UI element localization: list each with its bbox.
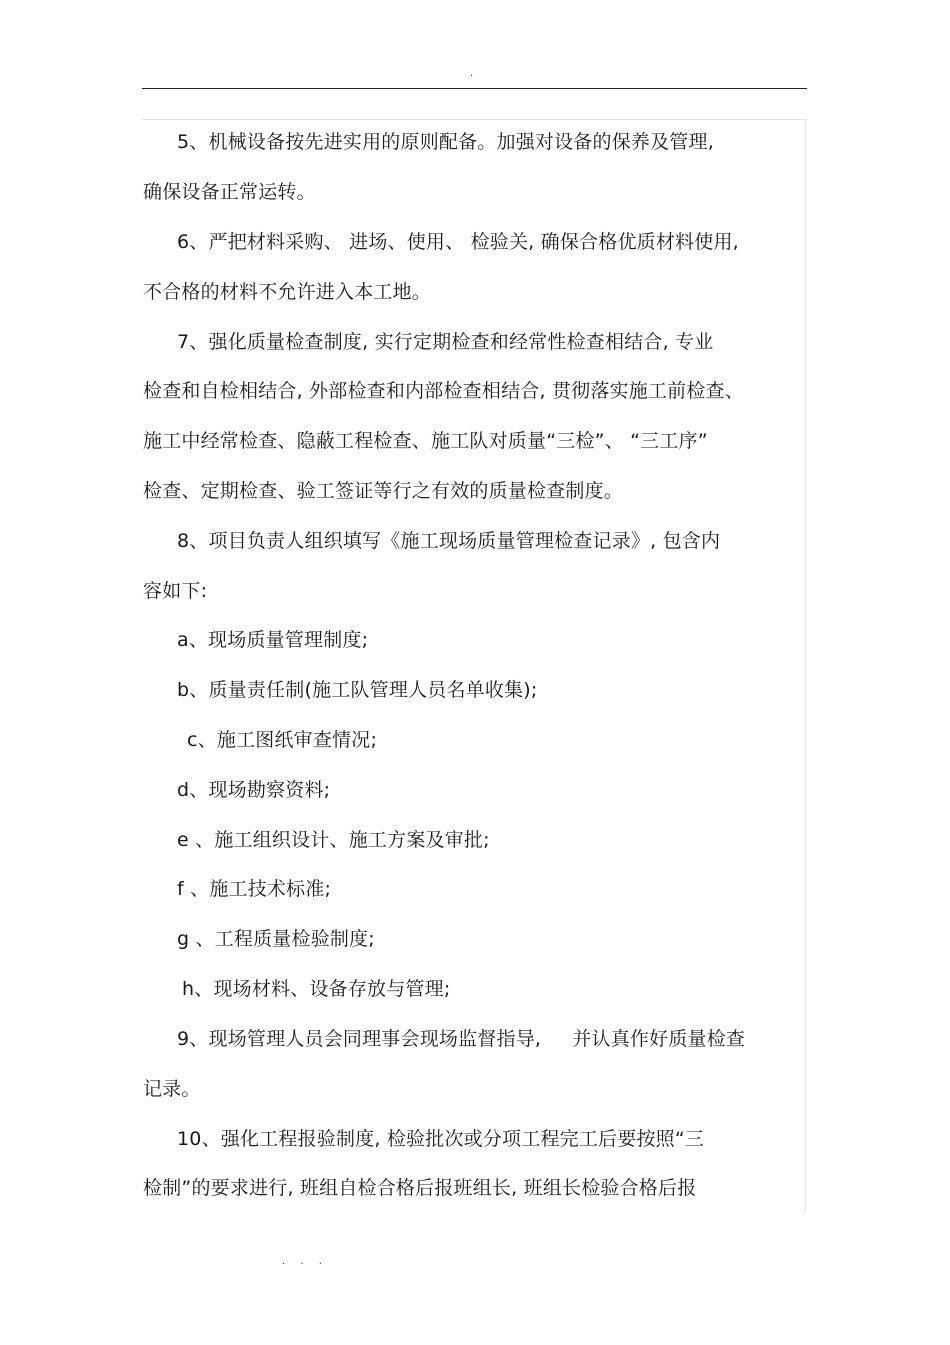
- list-item-f: f 、施工技术标准;: [177, 878, 332, 900]
- paragraph-9-line-1: 9、现场管理人员会同理事会现场监督指导, 并认真作好质量检查: [177, 1028, 746, 1050]
- footer-marks: . . .: [282, 1256, 328, 1267]
- paragraph-7-line-3: 施工中经常检查、隐蔽工程检查、施工队对质量“三检”、 “三工序”: [143, 430, 708, 452]
- list-item-c: c、施工图纸审查情况;: [187, 729, 378, 751]
- list-item-e: e 、施工组织设计、施工方案及审批;: [177, 829, 490, 851]
- paragraph-10-line-2: 检制”的要求进行, 班组自检合格后报班组长, 班组长检验合格后报: [143, 1177, 697, 1199]
- header-rule: [142, 88, 807, 89]
- paragraph-5-line-1: 5、机械设备按先进实用的原则配备。加强对设备的保养及管理,: [177, 131, 714, 153]
- list-item-h: h、现场材料、设备存放与管理;: [182, 978, 451, 1000]
- list-item-g: g 、工程质量检验制度;: [177, 928, 375, 950]
- paragraph-8-line-2: 容如下:: [143, 580, 208, 602]
- paragraph-6-line-1: 6、严把材料采购、 进场、使用、 检验关, 确保合格优质材料使用,: [177, 231, 739, 253]
- paragraph-8-line-1: 8、项目负责人组织填写《施工现场质量管理检查记录》, 包含内: [177, 530, 721, 552]
- header-mark: ·: [470, 71, 474, 82]
- list-item-d: d、现场勘察资料;: [177, 779, 331, 801]
- paragraph-5-line-2: 确保设备正常运转。: [143, 181, 316, 203]
- paragraph-7-line-4: 检查、定期检查、验工签证等行之有效的质量检查制度。: [143, 480, 624, 502]
- list-item-b: b、质量责任制(施工队管理人员名单收集);: [177, 679, 538, 701]
- paragraph-7-line-1: 7、强化质量检查制度, 实行定期检查和经常性检查相结合, 专业: [177, 331, 714, 353]
- paragraph-7-line-2: 检查和自检相结合, 外部检查和内部检查相结合, 贯彻落实施工前检查、: [143, 380, 744, 402]
- paragraph-6-line-2: 不合格的材料不允许进入本工地。: [143, 281, 432, 303]
- paragraph-9-line-2: 记录。: [143, 1078, 201, 1100]
- paragraph-10-line-1: 10、强化工程报验制度, 检验批次或分项工程完工后要按照“三: [177, 1128, 705, 1150]
- list-item-a: a、现场质量管理制度;: [177, 629, 369, 651]
